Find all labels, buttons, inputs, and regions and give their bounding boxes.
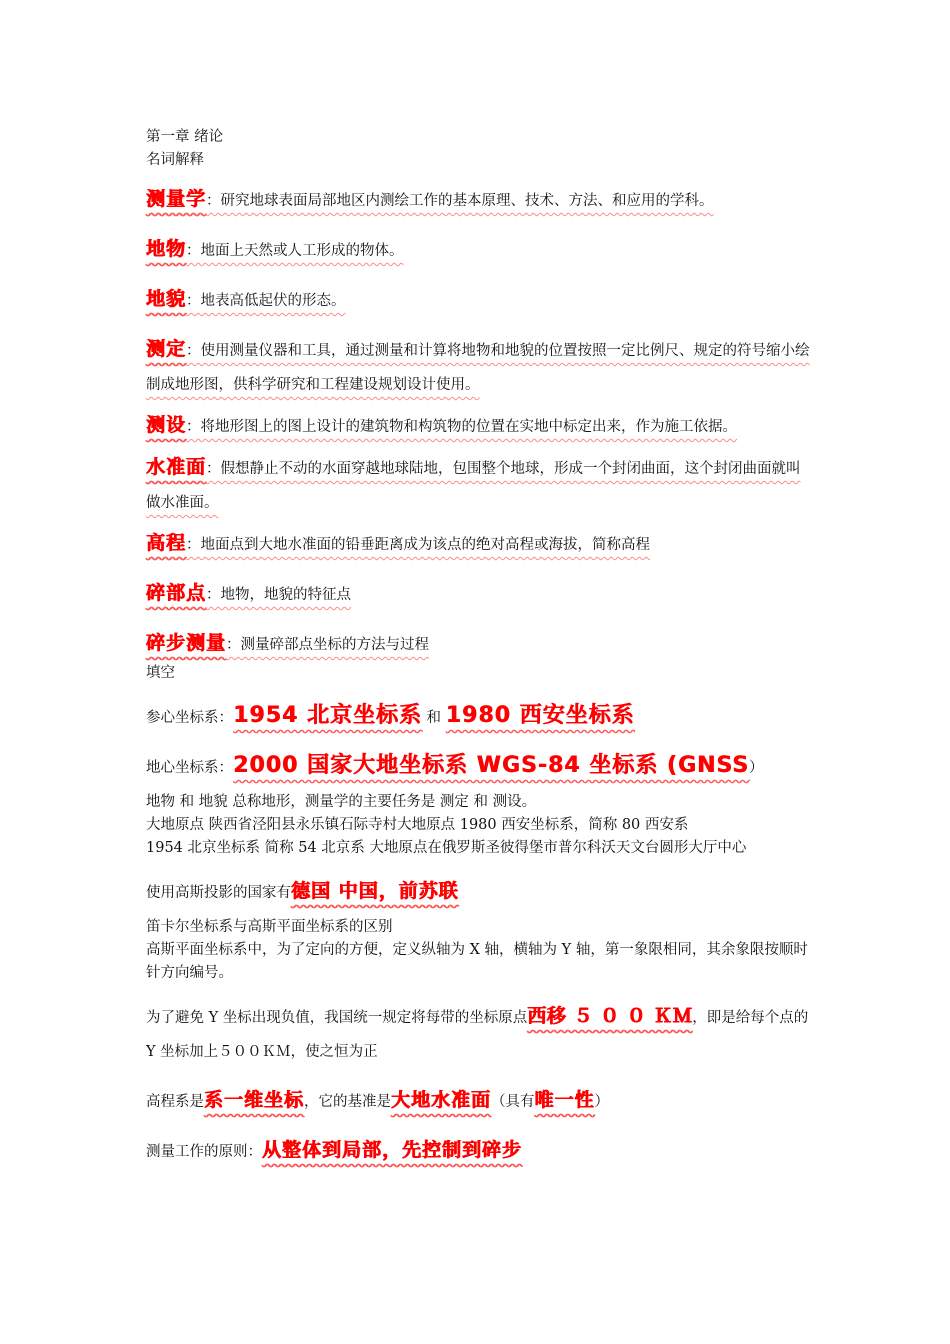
term-definition [146, 182, 810, 218]
fill-text: ，即是给每个点的 Y 坐标加上５００ＫＭ，使之恒为正 [146, 1010, 809, 1060]
term-definition [146, 282, 810, 318]
fill-close-paren: ） [749, 760, 764, 776]
chapter-title: 第一章 绪论 [146, 129, 224, 145]
fill-elevation-system [146, 1083, 810, 1119]
fill-label: 高程系是 [146, 1094, 204, 1110]
term-keyword: 测定 [146, 338, 187, 360]
fill-geocentric-systems [146, 749, 810, 785]
fill-answer: 系一维坐标 [204, 1089, 305, 1111]
fill-text: ） [594, 1094, 610, 1110]
fill-text: 为了避免 Y 坐标出现负值，我国统一规定将每带的坐标原点 [146, 1010, 528, 1026]
term-definition [146, 526, 810, 562]
fill-answer: 从整体到局部，先控制到碎步 [262, 1139, 523, 1161]
fill-answer: 1954 北京坐标系 [233, 703, 422, 728]
fill-text: ，它的基准是 [304, 1094, 392, 1110]
term-text: ：地表高低起伏的形态。 [186, 293, 346, 309]
term-text: ：地面上天然或人工形成的物体。 [186, 243, 404, 259]
term-keyword: 地物 [146, 238, 187, 260]
fill-answer: 大地水准面 [391, 1089, 492, 1111]
fill-answer: 德国 中国，前苏联 [291, 880, 459, 902]
term-keyword: 碎步测量 [146, 632, 227, 654]
fill-reference-systems [146, 699, 810, 735]
fill-answer: 2000 国家大地坐标系 WGS-84 坐标系 (GNSS [233, 753, 750, 778]
fill-line-origin-xian: 大地原点 陕西省泾阳县永乐镇石际寺村大地原点 1980 西安坐标系，简称 80 西安系 [146, 817, 689, 833]
term-definition [146, 626, 810, 662]
term-text: ：地物，地貌的特征点 [206, 587, 352, 603]
term-definition [146, 332, 810, 402]
term-definition [146, 576, 810, 612]
term-text: ：测量碎部点坐标的方法与过程 [226, 637, 430, 653]
term-definition [146, 450, 810, 520]
fill-label: 使用高斯投影的国家有 [146, 885, 291, 901]
fill-connector: 和 [421, 710, 446, 726]
fill-label: 测量工作的原则： [146, 1144, 262, 1160]
section-heading-terms: 名词解释 [146, 152, 204, 168]
term-keyword: 测设 [146, 414, 187, 436]
term-text: ：使用测量仪器和工具，通过测量和计算将地物和地貌的位置按照一定比例尺、规定的符号缩小绘制成地形图，供科学研究和工程建设规划设计使用。 [146, 343, 810, 393]
fill-text: （具有 [491, 1094, 535, 1110]
fill-label: 地心坐标系： [146, 760, 233, 776]
fill-answer: 唯一性 [534, 1089, 595, 1111]
term-definition [146, 408, 810, 444]
term-text: ：地面点到大地水准面的铅垂距离成为该点的绝对高程或海拔，简称高程 [186, 537, 651, 553]
document-page [146, 126, 810, 1169]
fill-line-terrain: 地物 和 地貌 总称地形，测量学的主要任务是 测定 和 测设。 [146, 794, 537, 810]
term-keyword: 地貌 [146, 288, 187, 310]
term-keyword: 测量学 [146, 188, 207, 210]
term-text: ：将地形图上的图上设计的建筑物和构筑物的位置在实地中标定出来，作为施工依据。 [186, 419, 738, 435]
fill-answer: 西移 ５ ０ ０ ＫＭ [527, 1005, 693, 1027]
term-text: ：假想静止不动的水面穿越地球陆地，包围整个地球，形成一个封闭曲面，这个封闭曲面就叫做水准面。 [146, 461, 801, 511]
fill-y-shift [146, 999, 810, 1069]
term-definition [146, 232, 810, 268]
fill-gauss-countries [146, 874, 810, 910]
section-heading-fill: 填空 [146, 665, 175, 681]
term-keyword: 水准面 [146, 456, 207, 478]
fill-line-origin-beijing: 1954 北京坐标系 简称 54 北京系 大地原点在俄罗斯圣彼得堡市普尔科沃天文台圆形大厅中心 [146, 840, 747, 856]
fill-answer: 1980 西安坐标系 [445, 703, 635, 728]
fill-label: 参心坐标系： [146, 710, 233, 726]
term-keyword: 高程 [146, 532, 187, 554]
diff-title: 笛卡尔坐标系与高斯平面坐标系的区别 [146, 919, 393, 935]
diff-text: 高斯平面坐标系中，为了定向的方便，定义纵轴为 X 轴，横轴为 Y 轴，第一象限相同，其余象限按顺时针方向编号。 [146, 942, 808, 981]
term-keyword: 碎部点 [146, 582, 207, 604]
fill-survey-principle [146, 1133, 810, 1169]
term-text: ：研究地球表面局部地区内测绘工作的基本原理、技术、方法、和应用的学科。 [206, 193, 714, 209]
